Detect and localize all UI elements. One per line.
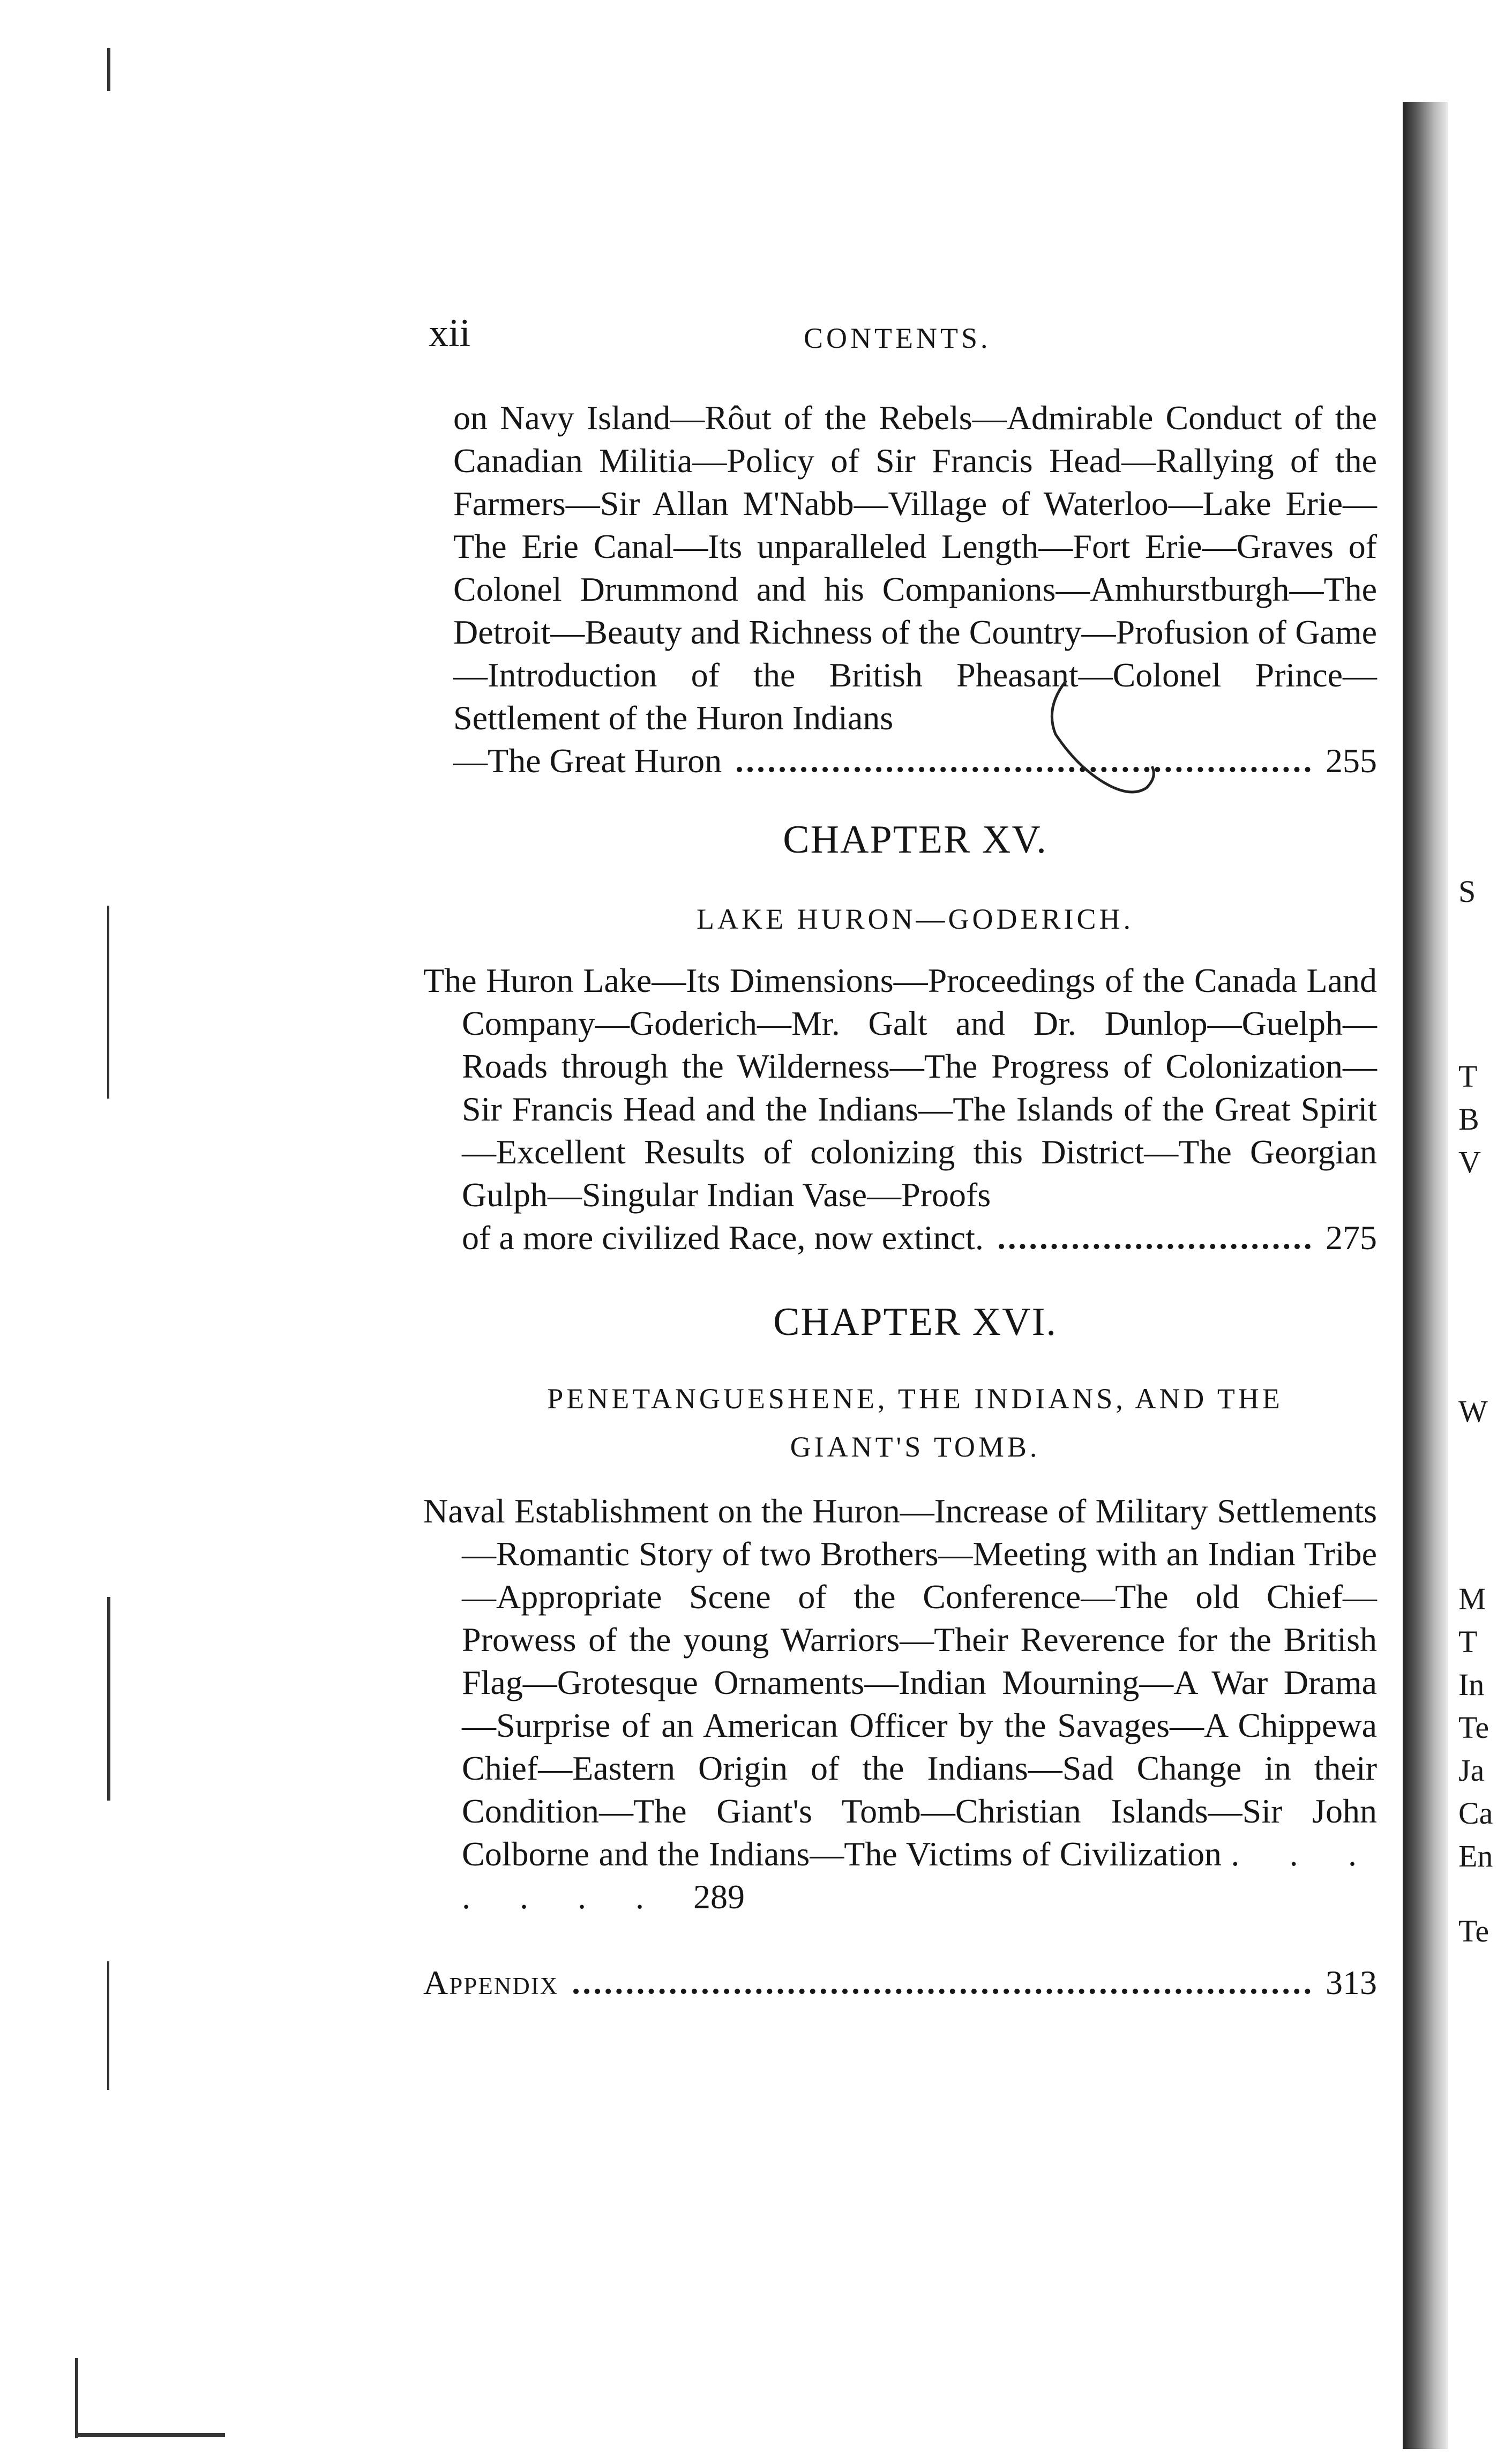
edge-letter: Te [1458, 1914, 1489, 1948]
chapter-title-line: GIANT'S TOMB. [790, 1431, 1041, 1463]
chapter-summary-text: Naval Establishment on the Huron—Increase of Military Settlements—Romantic Story of two Brothers—Meeting with an Indian Tribe—Appropriate Scene of the Conference—The old Chief—Prowess of the young Warriors—Their Reverence for the British Flag—Grotesque Ornaments—Indian Mourning—A War Drama—Surprise of an American Officer by the Savages—A Chippewa Chief—Eastern Origin of the Indians—Sad Change in their Condition—The Giant's Tomb—Christian Islands—Sir John Colborne and the Indians—The Victims of Civilization [423, 1492, 1377, 1873]
continuation-summary: on Navy Island—Rôut of the Rebels—Admirable Conduct of the Canadian Militia—Policy of Sir Francis Head—Rallying of the Farmers—Sir Allan M'Nabb—Village of Waterloo—Lake Erie—The Erie Canal—Its unparalleled Length—Fort Erie—Graves of Colonel Drummond and his Companions—Amhurstburgh—The Detroit—Beauty and Richness of the Country—Profusion of Game—Introduction of the British Pheasant—Colonel Prince—Settlement of the Huron Indians [453, 399, 1377, 737]
leader-dots [999, 1244, 1311, 1249]
edge-letter: Ca [1458, 1796, 1493, 1831]
page-number: 275 [1326, 1219, 1377, 1257]
chapter-summary-block [423, 1490, 1377, 1918]
gutter-mark [75, 2358, 78, 2438]
appendix-entry [423, 1961, 1377, 2004]
continuation-last-text: —The Great Huron [453, 742, 722, 780]
edge-letter: W [1458, 1394, 1488, 1429]
page-folio: xii [429, 311, 471, 355]
leader-dots [573, 1989, 1311, 1994]
chapter-title-line: PENETANGUESHENE, THE INDIANS, AND THE [547, 1383, 1283, 1415]
appendix-label: Appendix [423, 1963, 559, 2002]
page-number: 313 [1326, 1963, 1377, 2002]
gutter-mark [107, 48, 110, 91]
chapter-summary-with-page [423, 1490, 1377, 1918]
page-number: 289 [693, 1878, 745, 1916]
edge-letter: Ja [1458, 1753, 1485, 1788]
chapter-summary [423, 1490, 1377, 1918]
edge-letter: M [1458, 1581, 1486, 1616]
gutter-mark [107, 1961, 109, 2090]
facing-page-edge [1403, 102, 1448, 2449]
chapter-last-line [423, 1216, 1377, 1259]
gutter-mark [75, 2433, 225, 2437]
edge-letter: B [1458, 1102, 1479, 1137]
chapter-heading: CHAPTER XV. [783, 818, 1047, 862]
chapter-summary-block [423, 959, 1377, 1259]
edge-letter: Te [1458, 1710, 1489, 1745]
edge-letter: In [1458, 1667, 1485, 1702]
chapter-heading: CHAPTER XVI. [773, 1300, 1057, 1344]
edge-letter: En [1458, 1839, 1493, 1873]
edge-letter: T [1458, 1059, 1478, 1094]
page-number: 255 [1326, 742, 1377, 780]
gutter-mark [107, 906, 109, 1099]
continuation-entry [453, 397, 1377, 782]
edge-letter: V [1458, 1145, 1481, 1179]
chapter-last-text: of a more civilized Race, now extinct. [462, 1219, 984, 1257]
running-head: CONTENTS. [804, 322, 991, 354]
edge-letter: T [1458, 1624, 1478, 1659]
chapter-title: LAKE HURON—GODERICH. [697, 903, 1134, 935]
leader-dots: . . . . . . . [462, 1835, 1378, 1916]
chapter-summary: The Huron Lake—Its Dimensions—Proceedings of the Canada Land Company—Goderich—Mr. Galt and Dr. Dunlop—Guelph—Roads through the Wilderness—The Progress of Colonization—Sir Francis Head and the Indians—The Islands of the Great Spirit—Excellent Results of colonizing this District—The Georgian Gulph—Singular Indian Vase—Proofs [423, 961, 1377, 1214]
edge-letter: S [1458, 874, 1476, 909]
gutter-mark [107, 1597, 110, 1801]
continuation-last-line [453, 740, 1377, 782]
pencil-mark [1007, 675, 1222, 815]
